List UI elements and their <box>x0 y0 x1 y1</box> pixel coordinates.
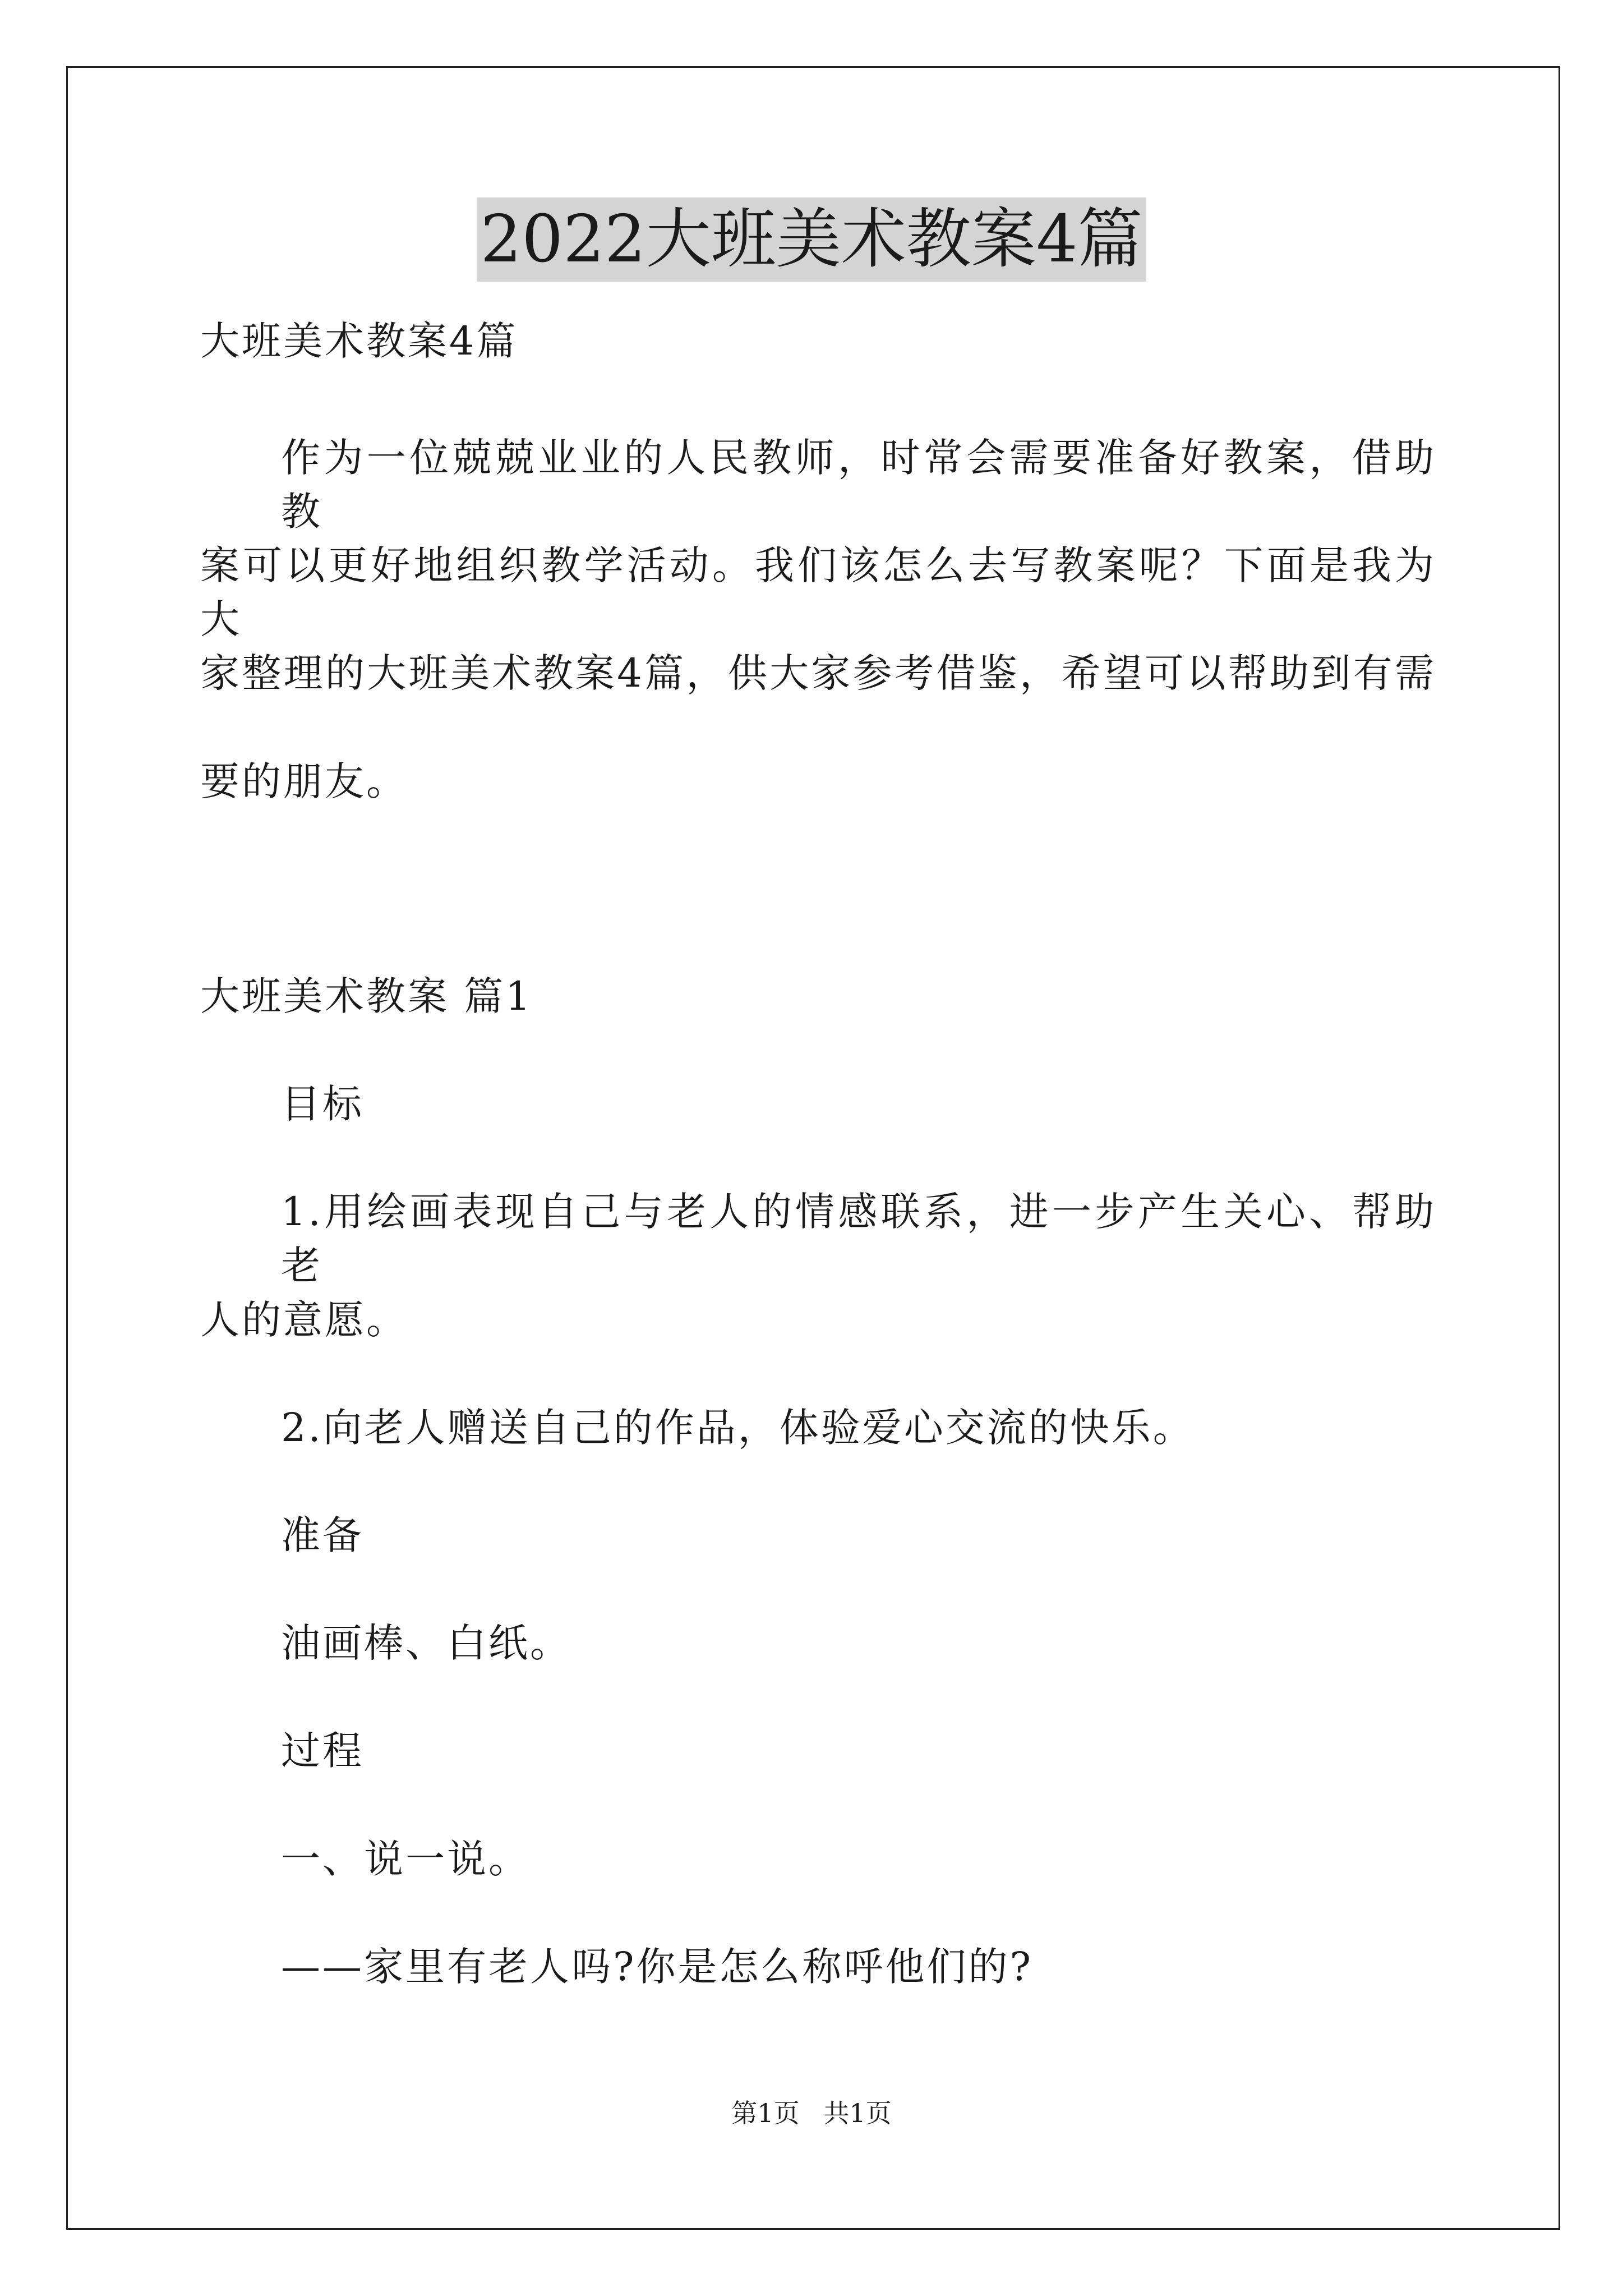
prep-items: 油画棒、白纸。 <box>281 1620 571 1666</box>
process-question-1: ——家里有老人吗?你是怎么称呼他们的? <box>281 1944 1034 1990</box>
page-number: 第1页 <box>731 2098 800 2128</box>
intro-line-2: 案可以更好地组织教学活动。我们该怎么去写教案呢？下面是我为大 <box>200 542 1436 642</box>
goal-2: 2.向老人赠送自己的作品，体验爱心交流的快乐。 <box>281 1405 1195 1451</box>
process-heading: 过程 <box>281 1728 364 1774</box>
goal-1-line-1: 1.用绘画表现自己与老人的情感联系，进一步产生关心、帮助老 <box>281 1189 1436 1289</box>
intro-line-3: 家整理的大班美术教案4篇，供大家参考借鉴，希望可以帮助到有需 <box>200 650 1436 696</box>
intro-line-4: 要的朋友。 <box>200 758 408 804</box>
intro-line-1: 作为一位兢兢业业的人民教师，时常会需要准备好教案，借助教 <box>281 435 1436 535</box>
section-heading: 大班美术教案 篇1 <box>200 973 533 1019</box>
document-title <box>0 197 1623 282</box>
page-total: 共1页 <box>823 2098 892 2128</box>
goal-1-line-2: 人的意愿。 <box>200 1297 408 1343</box>
prep-heading: 准备 <box>281 1512 364 1558</box>
goal-heading: 目标 <box>281 1081 364 1127</box>
document-title-text: 2022大班美术教案4篇 <box>477 197 1146 282</box>
document-subtitle: 大班美术教案4篇 <box>200 318 518 364</box>
page-border <box>66 66 1560 2230</box>
process-step-1: 一、说一说。 <box>281 1836 530 1882</box>
page-footer <box>0 2095 1623 2131</box>
